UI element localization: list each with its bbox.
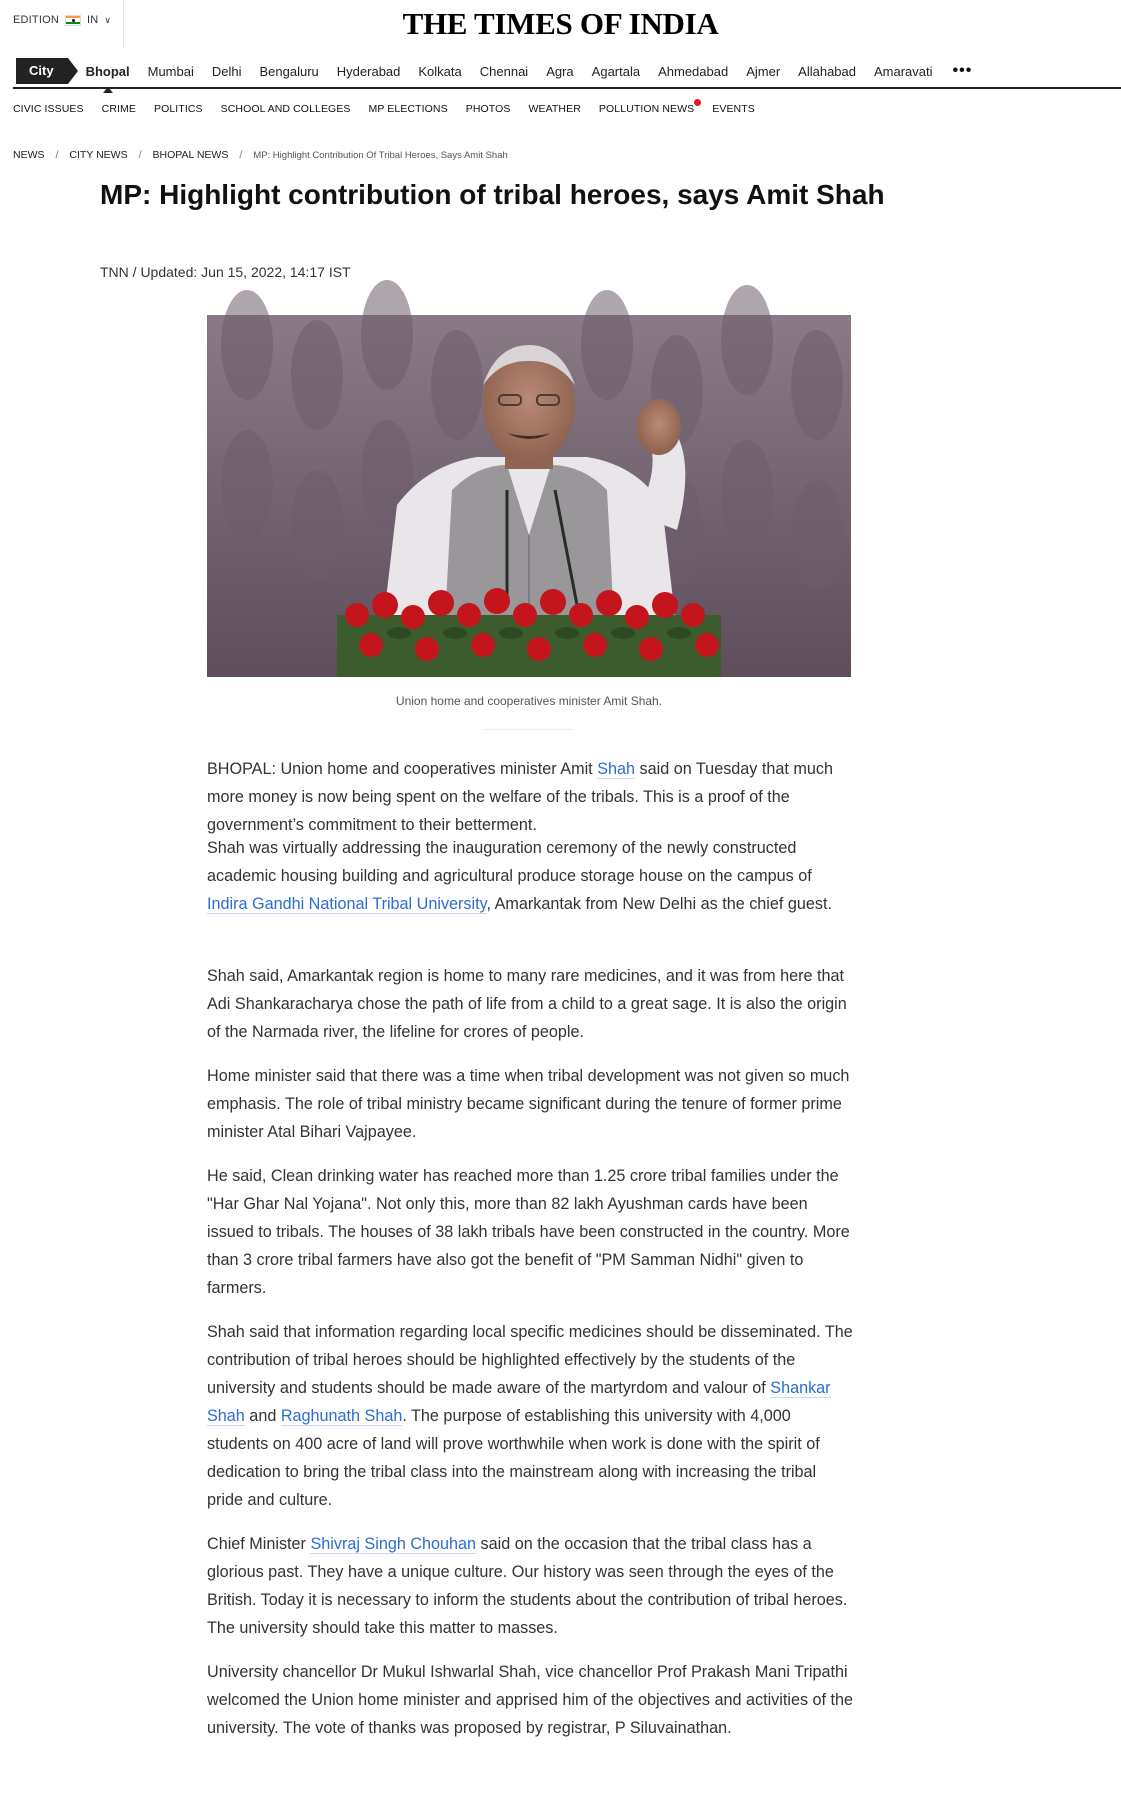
article-byline: TNN / Updated: Jun 15, 2022, 14:17 IST: [100, 264, 351, 280]
link-shah[interactable]: Shah: [597, 760, 635, 778]
city-nav-item-bhopal[interactable]: Bhopal: [85, 63, 130, 79]
city-nav-item-ahmedabad[interactable]: Ahmedabad: [658, 63, 729, 79]
paragraph-text: . The purpose of establishing this university with 4,000 students on 400 acre of land will prove worthwhile when work is done with the spirit of dedication to bring the tribal class into the mainstream along with increasing the tribal pride and culture.: [207, 1407, 820, 1509]
article-paragraph: Shah said, Amarkantak region is home to many rare medicines, and it was from here that Adi Shankaracharya chose the path of life from a child to a great sage. It is also the origin of the Narmada river, the lifeline for crores of people.: [207, 967, 847, 1041]
paragraph-text: said on Tuesday that much more money is now being spent on the welfare of the tribals. This is a proof of the government’s commitment to their betterment.: [207, 760, 833, 834]
sub-nav-crime[interactable]: CRIME: [101, 103, 136, 115]
sub-nav-politics[interactable]: POLITICS: [153, 103, 203, 115]
sub-nav-pollution-news-label: POLLUTION NEWS: [598, 103, 695, 115]
paragraph-text: Chief Minister: [207, 1535, 311, 1553]
sub-nav-events[interactable]: EVENTS: [712, 103, 755, 115]
article-photo: [207, 315, 851, 677]
city-nav-item-amaravati[interactable]: Amaravati: [874, 63, 933, 79]
city-nav-item-delhi[interactable]: Delhi: [211, 63, 242, 79]
sub-nav-weather[interactable]: WEATHER: [528, 103, 581, 115]
site-logo[interactable]: THE TIMES OF INDIA: [402, 6, 719, 41]
city-nav-item-bengaluru[interactable]: Bengaluru: [259, 63, 319, 79]
article-paragraph: [207, 755, 855, 839]
sub-nav-photos[interactable]: PHOTOS: [465, 103, 511, 115]
article-paragraph: Home minister said that there was a time when tribal development was not given so much emphasis. The role of tribal ministry became significant during the tenure of former prime minister Atal Bihari Vajpayee.: [207, 1067, 850, 1141]
link-raghunath-shah[interactable]: Raghunath Shah: [280, 1407, 403, 1425]
article-paragraph: [207, 834, 855, 918]
breadcrumb-current: MP: Highlight Contribution Of Tribal Heroes, Says Amit Shah: [253, 149, 508, 161]
paragraph-text: and: [244, 1407, 281, 1425]
sub-nav-civic-issues[interactable]: CIVIC ISSUES: [13, 103, 84, 115]
link-shivraj-singh-chouhan[interactable]: Shivraj Singh Chouhan: [310, 1535, 477, 1553]
sub-nav: [13, 103, 773, 115]
sub-nav-pollution-news[interactable]: [599, 103, 694, 115]
city-nav-item-agartala[interactable]: Agartala: [591, 63, 641, 79]
edition-value: IN: [87, 14, 99, 26]
photo-caption: Union home and cooperatives minister Amit Shah.: [395, 694, 663, 708]
paragraph-text: , Amarkantak from New Delhi as the chief guest.: [486, 895, 833, 913]
edition-label: EDITION: [13, 14, 60, 26]
city-nav-item-agra[interactable]: Agra: [546, 63, 574, 79]
top-bar: [0, 0, 1121, 48]
city-nav-item-kolkata[interactable]: Kolkata: [418, 63, 462, 79]
paragraph-text: BHOPAL: Union home and cooperatives minister Amit: [207, 760, 598, 778]
sub-nav-mp-elections[interactable]: MP ELECTIONS: [368, 103, 448, 115]
article-paragraph: He said, Clean drinking water has reached more than 1.25 crore tribal families under the "Har Ghar Nal Yojana". Not only this, more than 82 lakh Ayushman cards have been issued to tribals. The houses of 38 lakh tribals have been constructed in the country. More than 3 crore tribal farmers have also got the benefit of "PM Samman Nidhi" given to farmers.: [207, 1167, 850, 1297]
breadcrumb-news[interactable]: NEWS: [13, 149, 45, 161]
link-indira-gandhi-national-tribal-university[interactable]: Indira Gandhi National Tribal University: [207, 895, 487, 913]
more-icon[interactable]: •••: [952, 62, 973, 79]
article-body: [207, 755, 855, 1758]
sub-nav-school-and-colleges[interactable]: SCHOOL AND COLLEGES: [220, 103, 351, 115]
breadcrumb: [13, 149, 508, 161]
link-shankar-shah[interactable]: Shankar Shah: [207, 1379, 831, 1425]
city-nav-item-allahabad[interactable]: Allahabad: [798, 63, 856, 79]
paragraph-text: Shah was virtually addressing the inauguration ceremony of the newly constructed academic housing building and agricultural produce storage house on the campus of: [207, 839, 812, 885]
article-paragraph: [207, 1318, 855, 1514]
city-nav-item-chennai[interactable]: Chennai: [479, 63, 529, 79]
breadcrumb-separator: /: [239, 149, 243, 161]
city-nav-item-mumbai[interactable]: Mumbai: [147, 63, 194, 79]
breadcrumb-bhopal-news[interactable]: BHOPAL NEWS: [152, 149, 229, 161]
city-nav-item-ajmer[interactable]: Ajmer: [746, 63, 781, 79]
clipped-paragraph: [207, 839, 855, 950]
city-tag[interactable]: City: [16, 58, 68, 84]
breadcrumb-city-news[interactable]: CITY NEWS: [69, 149, 128, 161]
article-paragraph: University chancellor Dr Mukul Ishwarlal Shah, vice chancellor Prof Prakash Mani Tripathi welcomed the Union home minister and apprised him of the objectives and activities of the university. The vote of thanks was proposed by registrar, P Siluvainathan.: [207, 1663, 854, 1737]
city-nav: [13, 55, 1121, 89]
notification-dot-icon: [694, 99, 701, 106]
article-paragraph: [207, 1530, 855, 1642]
chevron-down-icon: ∨: [104, 14, 112, 25]
article-headline: MP: Highlight contribution of tribal heroes, says Amit Shah: [100, 179, 885, 210]
city-nav-item-hyderabad[interactable]: Hyderabad: [336, 63, 401, 79]
divider: [484, 729, 574, 730]
paragraph-text: said on the occasion that the tribal class has a glorious past. They have a unique culture. Our history was seen through the eyes of the British. Today it is necessary to inform the students about the contribution of tribal heroes. The university should take this matter to masses.: [207, 1535, 848, 1637]
paragraph-text: Shah said that information regarding local specific medicines should be disseminated. The contribution of tribal heroes should be highlighted effectively by the students of the university and students should be made aware of the martyrdom and valour of: [207, 1323, 853, 1397]
breadcrumb-separator: /: [55, 149, 59, 161]
breadcrumb-separator: /: [138, 149, 142, 161]
